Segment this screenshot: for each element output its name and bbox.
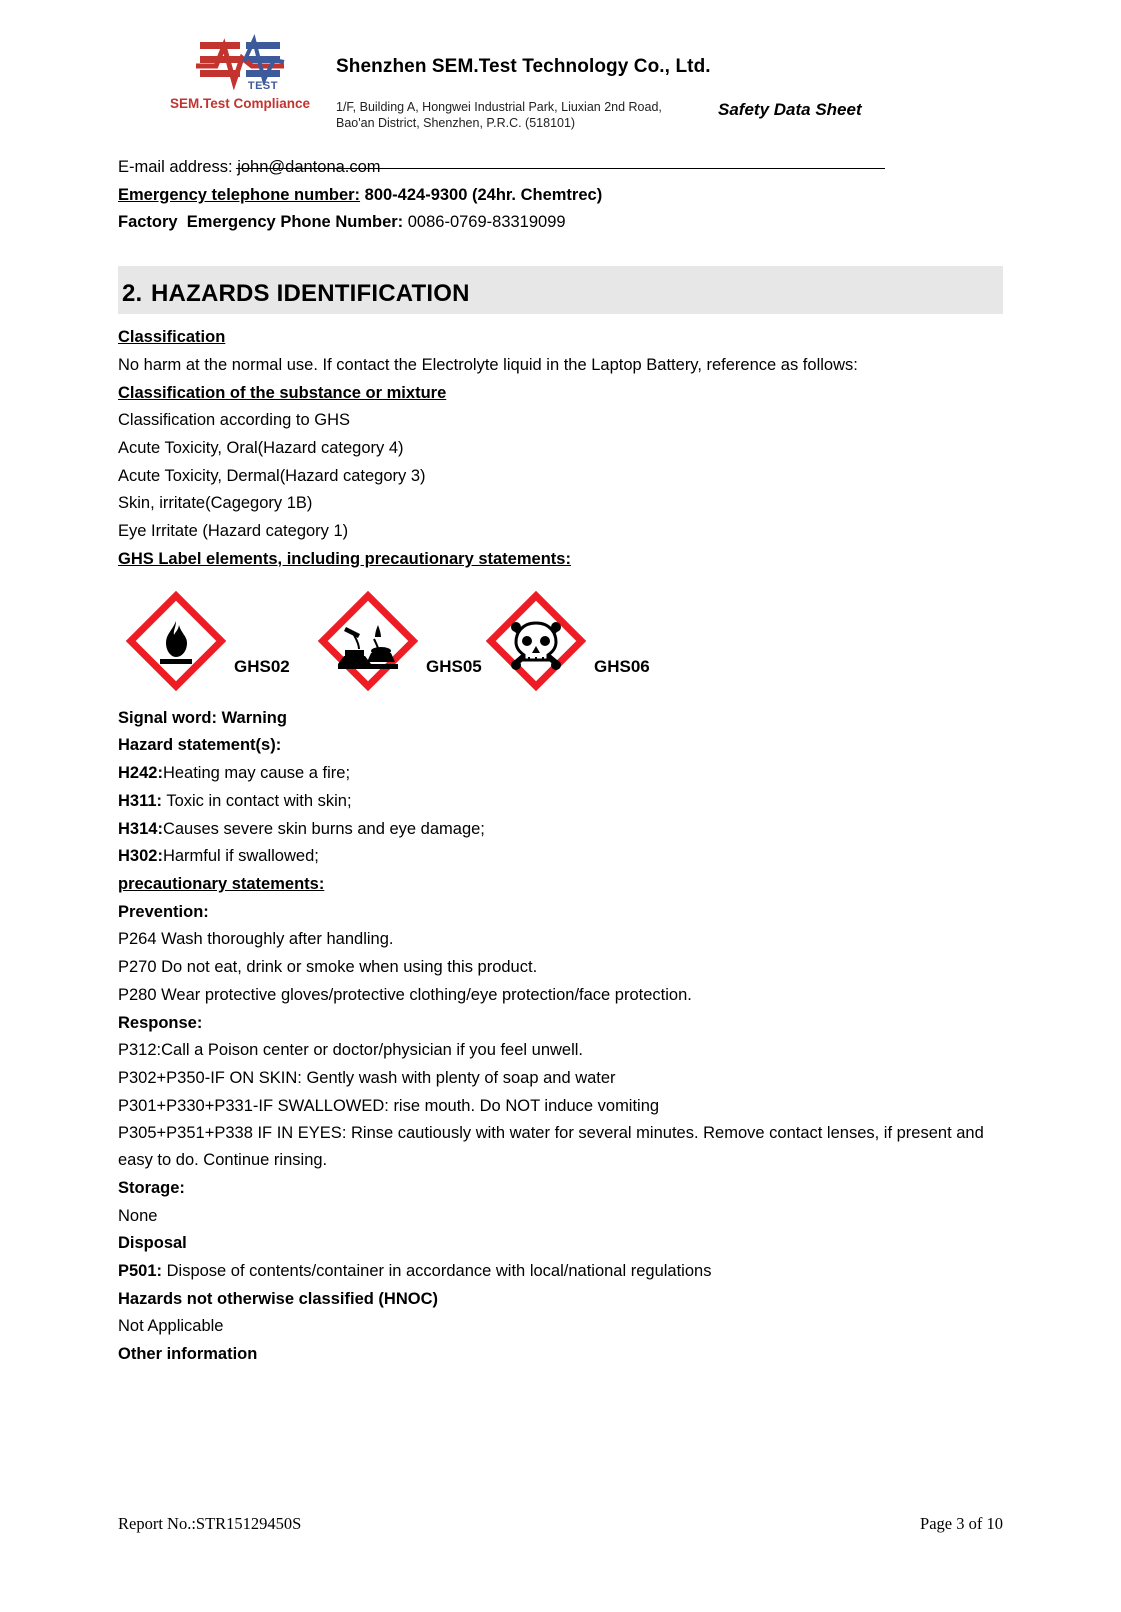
response-item-0: P312:Call a Poison center or doctor/physician if you feel unwell. — [118, 1041, 584, 1060]
logo-test-text: TEST — [247, 80, 278, 92]
classification-item-3: Eye Irritate (Hazard category 1) — [118, 522, 349, 541]
hnoc-heading: Hazards not otherwise classified (HNOC) — [118, 1289, 438, 1308]
corrosion-icon — [318, 591, 418, 691]
ghs-pictogram-label: GHS02 — [234, 656, 290, 676]
response-item-1: P302+P350-IF ON SKIN: Gently wash with plenty of soap and water — [118, 1068, 616, 1087]
document-title: Safety Data Sheet — [718, 100, 862, 119]
page-number: Page 3 of 10 — [920, 1514, 1003, 1533]
prevention-item-1: P270 Do not eat, drink or smoke when using this product. — [118, 958, 538, 977]
ghs-pictogram-ghs02 — [126, 591, 336, 695]
email-line: E-mail address: john@dantona.com — [118, 158, 381, 176]
hazard-code: H242: — [118, 764, 163, 783]
hazard-statements-heading: Hazard statement(s): — [118, 736, 282, 755]
ghs-label-elements-heading: GHS Label elements, including precautionary statements: — [118, 549, 571, 568]
ghs-pictogram-label: GHS05 — [426, 656, 482, 676]
hazard-text: Heating may cause a fire; — [162, 764, 351, 783]
prevention-item-0: P264 Wash thoroughly after handling. — [118, 930, 394, 949]
report-number: Report No.:STR15129450S — [118, 1514, 302, 1533]
hazard-text: Harmful if swallowed; — [162, 847, 319, 866]
skull-crossbones-icon — [486, 591, 586, 691]
factory-phone-value: 0086-0769-83319099 — [403, 213, 566, 232]
company-logo — [160, 32, 320, 111]
ghs-pictogram-label: GHS06 — [594, 656, 650, 676]
company-name: Shenzhen SEM.Test Technology Co., Ltd. — [336, 56, 711, 77]
prevention-heading: Prevention: — [118, 902, 209, 921]
disposal-code: P501: — [118, 1262, 163, 1280]
hazard-code: H314: — [118, 819, 163, 838]
hazard-text: Toxic in contact with skin; — [162, 791, 352, 810]
disposal-line — [118, 1258, 1003, 1285]
disposal-text: Dispose of contents/container in accordance with local/national regulations — [162, 1262, 712, 1280]
other-information-heading: Other information — [118, 1345, 258, 1364]
hazard-text: Causes severe skin burns and eye damage; — [162, 819, 485, 838]
emergency-phone-label: Emergency telephone number: — [118, 185, 361, 204]
response-item-3: P305+P351+P338 IF IN EYES: Rinse cautiously with water for several minutes. Remove contact lenses, if present and easy to do. Continue rinsing. — [118, 1124, 989, 1170]
ghs-pictogram-ghs06 — [486, 591, 696, 695]
emergency-phone-value: 800-424-9300 (24hr. Chemtrec) — [360, 185, 603, 204]
classification-heading: Classification — [118, 328, 226, 347]
precautionary-statements-heading: precautionary statements: — [118, 874, 325, 893]
document-footer — [118, 1514, 1003, 1534]
ghs-pictogram-row — [118, 591, 1003, 699]
company-address: 1/F, Building A, Hongwei Industrial Park, Liuxian 2nd Road, Bao'an District, Shenzhen, P.R.C. (518101) — [336, 100, 662, 130]
response-heading: Response: — [118, 1013, 203, 1032]
hazard-statement-0 — [118, 760, 1003, 787]
emergency-phone-line — [118, 182, 1003, 209]
sem-test-logo-icon — [194, 32, 286, 90]
hnoc-value: Not Applicable — [118, 1317, 224, 1336]
document-page — [0, 28, 1121, 1612]
document-header — [118, 28, 1003, 140]
classification-item-2: Skin, irritate(Cagegory 1B) — [118, 494, 313, 513]
classification-intro: No harm at the normal use. If contact the Electrolyte liquid in the Laptop Battery, reference as follows: — [118, 355, 858, 374]
classification-substance-heading: Classification of the substance or mixture — [118, 383, 447, 402]
factory-phone-line — [118, 209, 1003, 236]
storage-value: None — [118, 1206, 158, 1225]
hazard-statement-1 — [118, 788, 1003, 815]
signal-word: Signal word: Warning — [118, 708, 287, 727]
hazard-statement-2 — [118, 816, 1003, 843]
hazard-statement-3 — [118, 843, 1003, 870]
factory-phone-label: Factory Emergency Phone Number: — [118, 213, 404, 232]
document-body — [118, 140, 1003, 1368]
disposal-heading: Disposal — [118, 1234, 187, 1253]
section-number: 2. — [122, 280, 143, 308]
section-banner — [118, 266, 1003, 314]
storage-heading: Storage: — [118, 1178, 185, 1197]
section-title: HAZARDS IDENTIFICATION — [151, 280, 470, 308]
classification-item-0: Acute Toxicity, Oral(Hazard category 4) — [118, 439, 404, 458]
classification-item-1: Acute Toxicity, Dermal(Hazard category 3) — [118, 466, 426, 485]
logo-caption: SEM.Test Compliance — [169, 96, 311, 111]
response-item-2: P301+P330+P331-IF SWALLOWED: rise mouth. Do NOT induce vomiting — [118, 1096, 660, 1115]
hazard-code: H302: — [118, 847, 163, 866]
flame-icon — [126, 591, 226, 691]
hazard-code: H311: — [118, 791, 163, 810]
prevention-item-2: P280 Wear protective gloves/protective clothing/eye protection/face protection. — [118, 985, 692, 1004]
classification-according-to: Classification according to GHS — [118, 411, 351, 430]
